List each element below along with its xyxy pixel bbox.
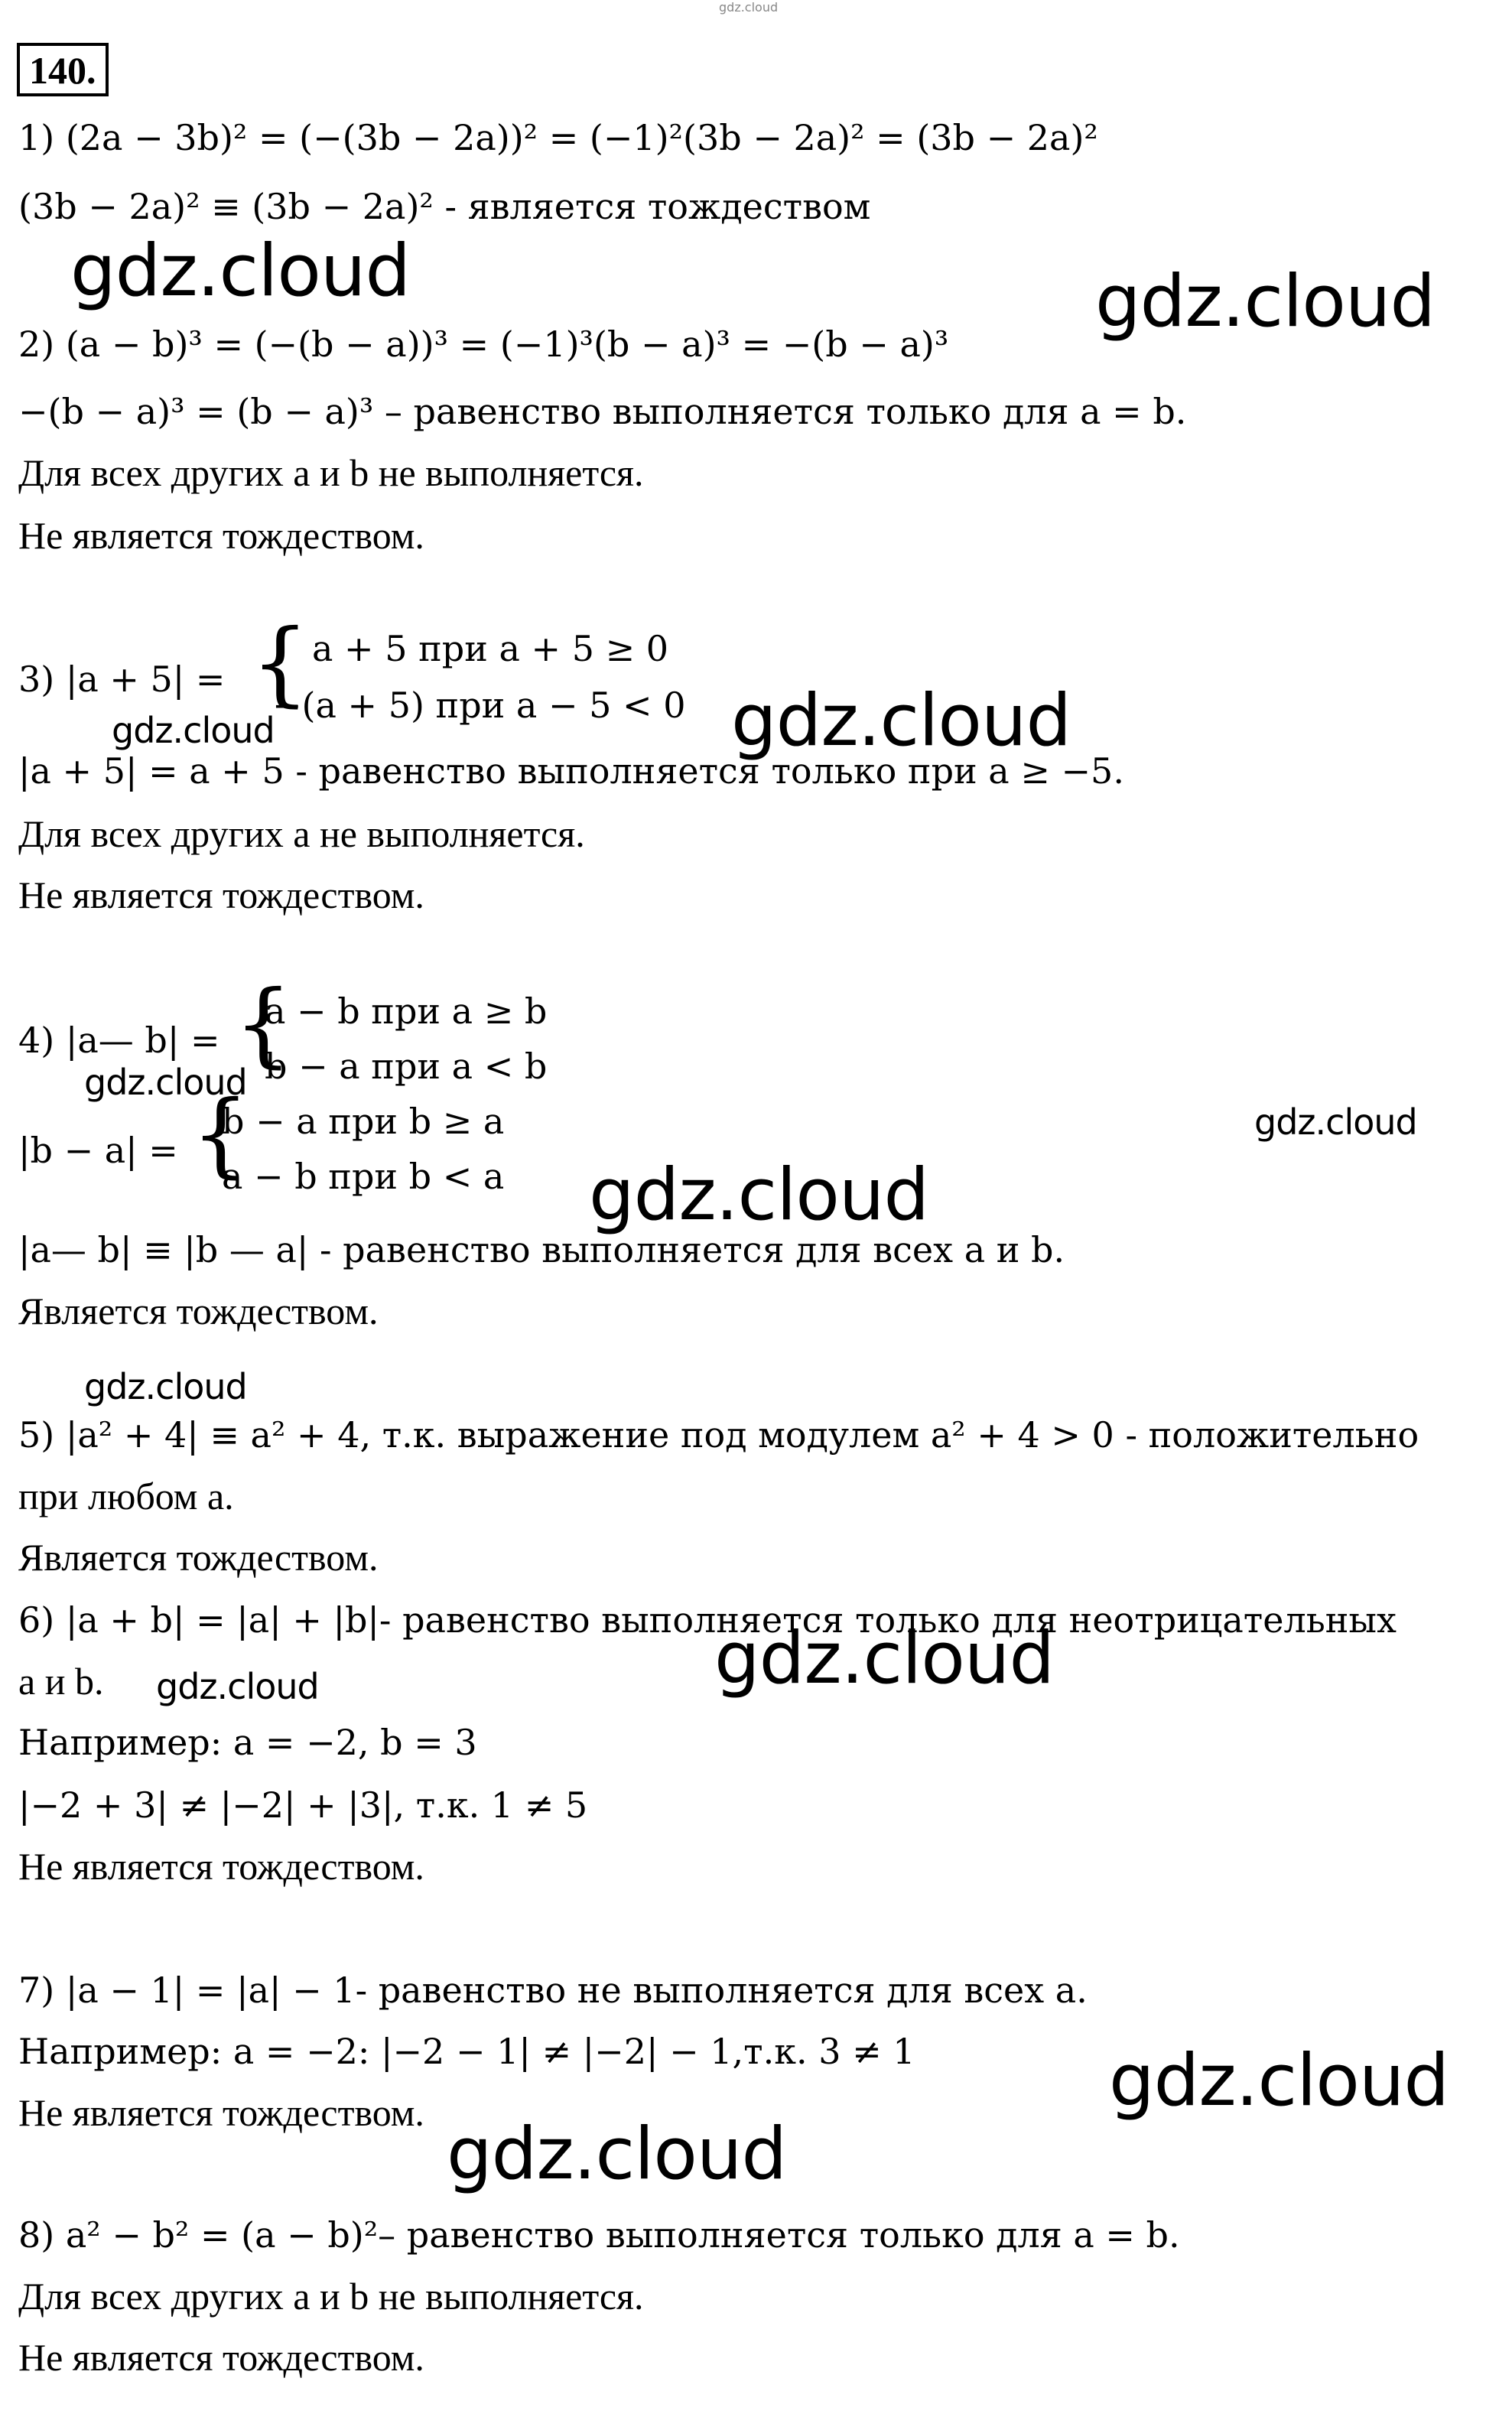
item-4-case-2-1: b − a при b ≥ a bbox=[222, 1101, 505, 1142]
watermark: gdz.cloud bbox=[714, 1617, 1055, 1700]
item-4-brace-icon: { bbox=[234, 971, 293, 1078]
item-4-lhs: 4) |a— b| = bbox=[18, 1020, 220, 1061]
watermark: gdz.cloud bbox=[731, 679, 1071, 763]
item-7-line-3: Не является тождеством. bbox=[18, 2091, 424, 2134]
item-4-line-2: Является тождеством. bbox=[18, 1290, 379, 1332]
item-2-line-3: Для всех других a и b не выполняется. bbox=[18, 451, 644, 494]
item-4-case-2-2: a − b при b < a bbox=[222, 1156, 505, 1197]
item-3-line-3: Не является тождеством. bbox=[18, 873, 424, 916]
item-4-lhs-2: |b − a| = bbox=[18, 1130, 178, 1171]
item-4-case-2: b − a при a < b bbox=[265, 1046, 548, 1087]
item-6-line-5: Не является тождеством. bbox=[18, 1845, 424, 1888]
item-3-brace-icon: { bbox=[251, 610, 310, 717]
item-8-line-3: Не является тождеством. bbox=[18, 2336, 424, 2379]
watermark: gdz.cloud bbox=[1095, 260, 1436, 343]
item-2-line-2: −(b − a)³ = (b − a)³ – равенство выполняется только для a = b. bbox=[18, 391, 1187, 432]
item-6-line-3: Например: a = −2, b = 3 bbox=[18, 1722, 477, 1763]
watermark: gdz.cloud bbox=[70, 229, 411, 313]
item-6-line-4: |−2 + 3| ≠ |−2| + |3|, т.к. 1 ≠ 5 bbox=[18, 1784, 588, 1826]
watermark: gdz.cloud bbox=[1254, 1101, 1417, 1143]
item-4-line-1: |a— b| ≡ |b — a| - равенство выполняется для всех a и b. bbox=[18, 1229, 1065, 1270]
item-3-line-1: |a + 5| = a + 5 - равенство выполняется только при a ≥ −5. bbox=[18, 750, 1124, 792]
item-7-line-2: Например: a = −2: |−2 − 1| ≠ |−2| − 1,т.к. 3 ≠ 1 bbox=[18, 2031, 915, 2072]
watermark: gdz.cloud bbox=[84, 1062, 247, 1103]
watermark-top: gdz.cloud bbox=[719, 0, 779, 15]
item-3-lhs: 3) |a + 5| = bbox=[18, 659, 226, 700]
item-7-line-1: 7) |a − 1| = |a| − 1- равенство не выполняется для всех a. bbox=[18, 1970, 1088, 2011]
item-8-line-1: 8) a² − b² = (a − b)²– равенство выполняется только для a = b. bbox=[18, 2214, 1180, 2256]
watermark: gdz.cloud bbox=[84, 1366, 247, 1407]
item-5-line-2: при любом a. bbox=[18, 1475, 234, 1518]
watermark: gdz.cloud bbox=[112, 710, 275, 751]
watermark: gdz.cloud bbox=[1109, 2039, 1449, 2123]
problem-number: 140. bbox=[17, 43, 109, 96]
item-6-line-1: 6) |a + b| = |a| + |b|- равенство выполняется только для неотрицательных bbox=[18, 1599, 1397, 1641]
item-3-case-1: a + 5 при a + 5 ≥ 0 bbox=[312, 628, 669, 669]
item-2-line-4: Не является тождеством. bbox=[18, 514, 424, 557]
item-5-line-3: Является тождеством. bbox=[18, 1536, 379, 1579]
item-3-line-2: Для всех других a не выполняется. bbox=[18, 812, 585, 855]
watermark: gdz.cloud bbox=[156, 1666, 319, 1707]
item-8-line-2: Для всех других a и b не выполняется. bbox=[18, 2275, 644, 2318]
item-6-line-2: a и b. bbox=[18, 1660, 104, 1703]
item-3-case-2: −(a + 5) при a − 5 < 0 bbox=[272, 685, 686, 726]
item-1-line-1: 1) (2a − 3b)² = (−(3b − 2a))² = (−1)²(3b − 2a)² = (3b − 2a)² bbox=[18, 117, 1098, 158]
item-4-case-1: a − b при a ≥ b bbox=[265, 991, 548, 1032]
watermark: gdz.cloud bbox=[447, 2113, 787, 2196]
item-2-line-1: 2) (a − b)³ = (−(b − a))³ = (−1)³(b − a)³ = −(b − a)³ bbox=[18, 324, 949, 365]
item-4-brace-2-icon: { bbox=[191, 1082, 250, 1188]
item-5-line-1: 5) |a² + 4| ≡ a² + 4, т.к. выражение под модулем a² + 4 > 0 - положительно bbox=[18, 1414, 1419, 1456]
watermark: gdz.cloud bbox=[589, 1153, 929, 1237]
item-1-line-2: (3b − 2a)² ≡ (3b − 2a)² - является тождеством bbox=[18, 186, 871, 227]
